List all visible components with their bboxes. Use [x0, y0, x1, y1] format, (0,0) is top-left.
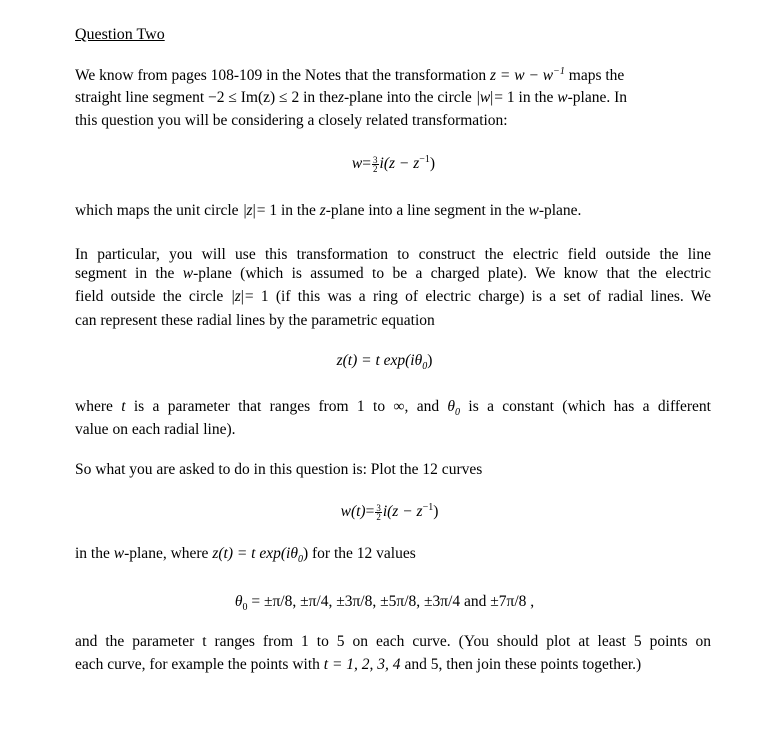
- p1-text: We know from pages 108-109 in the Notes that the transformation: [75, 67, 487, 84]
- p3-line2: segment in the w-plane (which is assumed to be a charged plate). We know that the electric: [75, 265, 711, 282]
- p6-line: in the w-plane, where z(t) = t $\exp(i\theta_0)$ for the 12 values: [75, 545, 416, 566]
- p3-line4: can represent these radial lines by the parametric equation: [75, 312, 435, 329]
- p4-line2: value on each radial line).: [75, 421, 236, 438]
- p1-eq-inequality: −2 ≤ Im(z) ≤ 2: [208, 89, 300, 106]
- p1-eq-circle: |w|= 1: [476, 89, 515, 106]
- question-heading: Question Two: [75, 26, 165, 43]
- p3-line3: field outside the circle |z|= 1 (if this was a ring of electric charge) is a set of radial lines. We: [75, 288, 712, 305]
- p3-line1: In particular, you will use this transformation to construct the electric field outside the line: [75, 246, 711, 263]
- p7-line1: and the parameter t ranges from 1 to 5 on each curve. (You should plot at least 5 points on: [75, 633, 711, 650]
- equation-theta-values: $\theta_0 = \pm\pi/8$, ±π/4, ±3π/8, ±5π/8, ±3π/4 and ±7π/8 ,: [234, 593, 535, 614]
- p1-line2: straight line segment −2 ≤ Im(z) ≤ 2 in thez-plane into the circle |w|= 1 in the w-plane. In: [75, 89, 627, 106]
- p2-line: which maps the unit circle |z|= 1 in the z-plane into a line segment in the w-plane.: [75, 202, 582, 219]
- p1-text: maps the: [568, 67, 625, 84]
- p5-line: So what you are asked to do in this question is: Plot the 12 curves: [75, 461, 483, 478]
- p1-line3: this question you will be considering a closely related transformation:: [75, 112, 508, 129]
- p1-eq-transform: $z = w - w^{-1}$: [490, 65, 565, 84]
- equation-transform: w= $\frac{3}{2}$ $i(z - z^{-1})$: [351, 153, 436, 174]
- p1-line1: [75, 67, 624, 85]
- p7-line2: each curve, for example the points with t = 1, 2, 3, 4 and 5, then join these points together.): [75, 656, 642, 673]
- equation-curves: w(t)= $\frac{3}{2}$ $i(z - z^{-1})$: [340, 501, 439, 522]
- equation-parametric: z(t) = t $\exp(i\theta_0)$: [336, 352, 433, 373]
- p4-line1: where t is a parameter that ranges from 1 to ∞, and $\theta_0$ is a constant (which has a different: [75, 398, 711, 419]
